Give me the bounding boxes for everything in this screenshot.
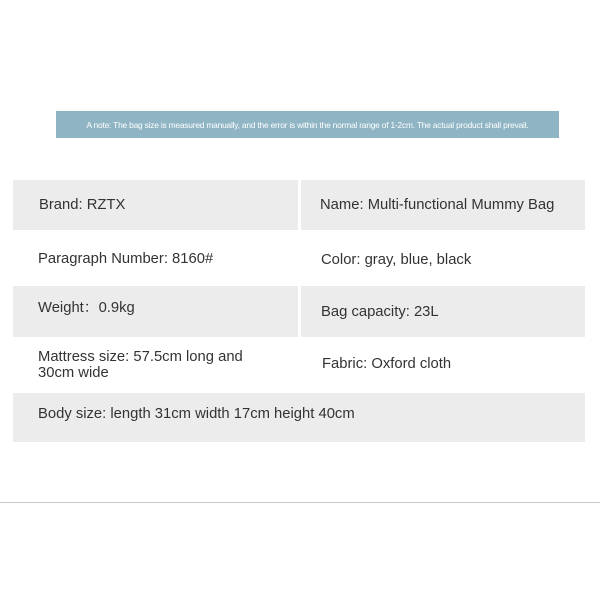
spec-body-size	[13, 393, 585, 442]
measurement-note-text: A note: The bag size is measured manually, and the error is within the normal range of 1-2cm. The actual product shall prevail.	[86, 119, 529, 130]
spec-brand	[13, 180, 298, 230]
spec-color	[301, 235, 585, 285]
spec-fabric	[301, 340, 585, 388]
spec-bag-capacity-text: Bag capacity: 23L	[321, 303, 439, 320]
spec-weight-text: Weight：0.9kg	[38, 300, 135, 316]
spec-brand-text: Brand: RZTX	[39, 197, 126, 213]
measurement-note-banner	[56, 111, 559, 138]
spec-name-text: Name: Multi-functional Mummy Bag	[320, 197, 555, 213]
horizontal-divider	[0, 502, 600, 503]
spec-paragraph-number-text: Paragraph Number: 8160#	[38, 251, 214, 267]
spec-body-size-text: Body size: length 31cm width 17cm height 40cm	[38, 406, 355, 422]
spec-color-text: Color: gray, blue, black	[321, 252, 472, 268]
spec-mattress-size-text: Mattress size: 57.5cm long and 30cm wide	[38, 349, 243, 381]
spec-bag-capacity	[301, 286, 585, 337]
spec-paragraph-number	[13, 235, 298, 283]
spec-weight	[13, 286, 298, 337]
spec-name	[301, 180, 585, 230]
spec-mattress-size	[13, 340, 275, 390]
spec-fabric-text: Fabric: Oxford cloth	[322, 356, 452, 372]
